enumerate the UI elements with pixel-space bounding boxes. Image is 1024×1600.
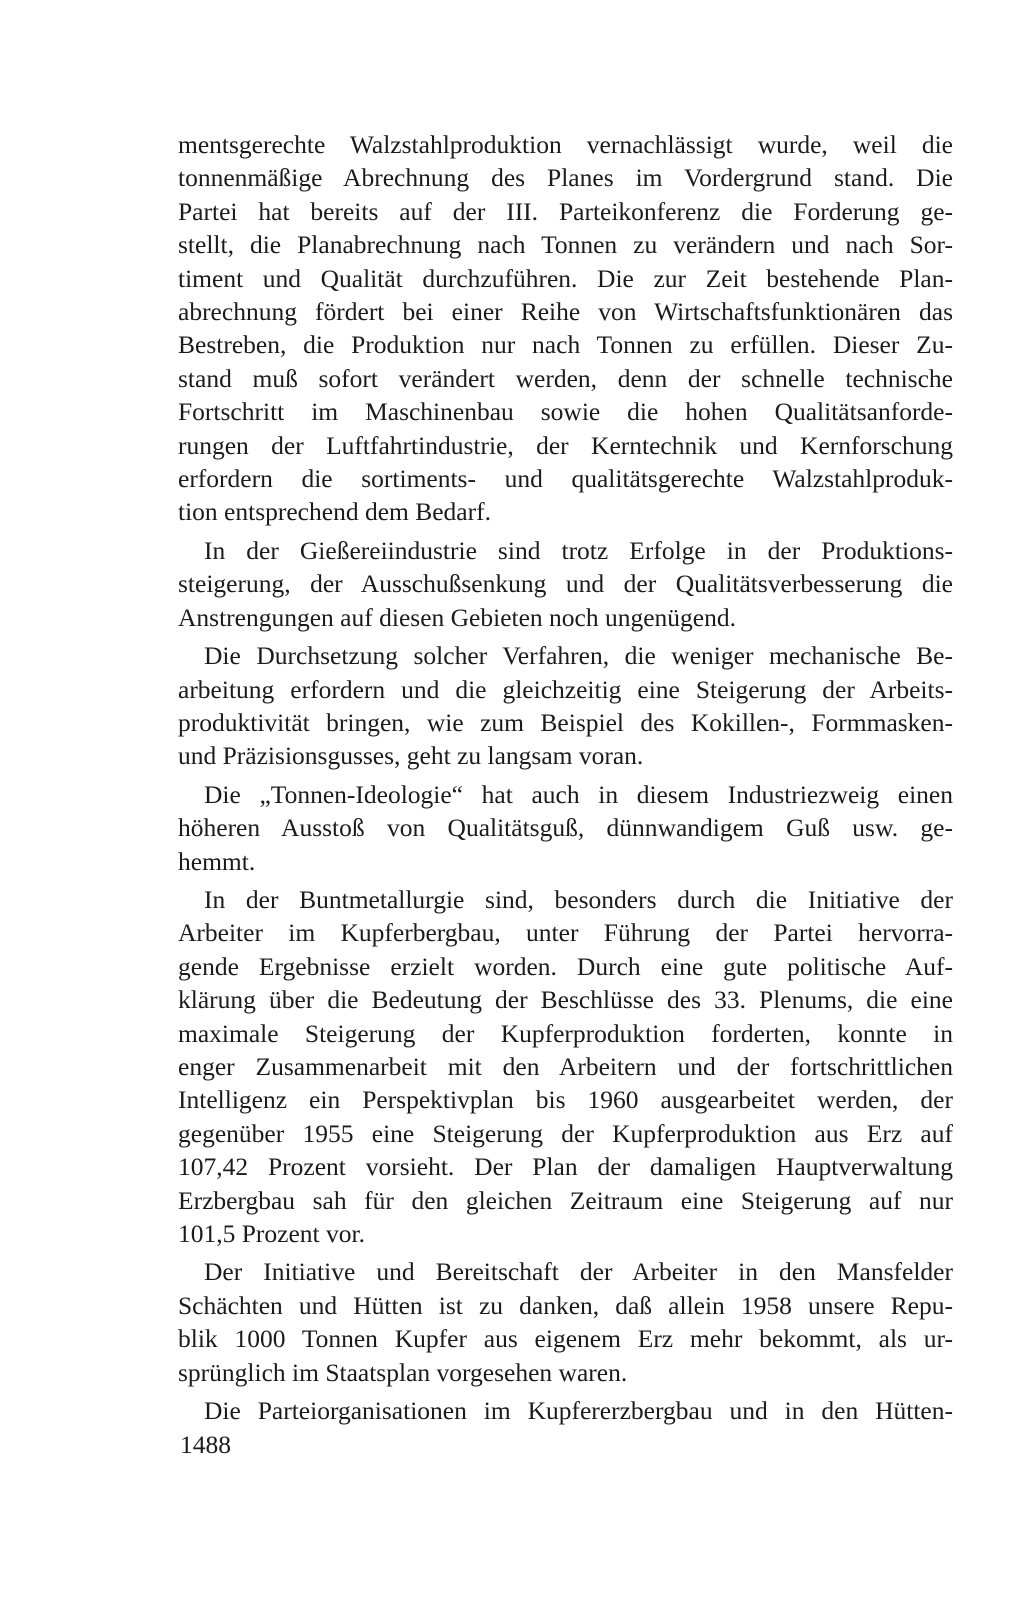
- text-line: erfordern die sortiments- und qualitätsgerechte Walzstahlproduk-: [178, 464, 953, 494]
- text-line: stand muß sofort verändert werden, denn der schnelle technische: [178, 363, 953, 393]
- text-line: Erzbergbau sah für den gleichen Zeitraum eine Steigerung auf nur: [178, 1185, 953, 1215]
- text-line: Fortschritt im Maschinenbau sowie die hohen Qualitätsanforde-: [178, 397, 953, 427]
- paragraph-6: [178, 1255, 953, 1389]
- paragraph-5: [178, 883, 953, 1250]
- text-line: gende Ergebnisse erzielt worden. Durch eine gute politische Auf-: [178, 951, 953, 981]
- text-line: arbeitung erfordern und die gleichzeitig eine Steigerung der Arbeits-: [178, 674, 953, 704]
- page-number: 1488: [180, 1430, 231, 1459]
- text-line: abrechnung fördert bei einer Reihe von Wirtschaftsfunktionären das: [178, 297, 953, 327]
- text-line: klärung über die Bedeutung der Beschlüsse des 33. Plenums, die eine: [178, 985, 953, 1015]
- text-line: 101,5 Prozent vor.: [178, 1219, 365, 1248]
- text-line: Intelligenz ein Perspektivplan bis 1960 ausgearbeitet werden, der: [178, 1085, 953, 1115]
- text-line: maximale Steigerung der Kupferproduktion forderten, konnte in: [178, 1018, 953, 1048]
- text-line: höheren Ausstoß von Qualitätsguß, dünnwandigem Guß usw. ge-: [178, 813, 953, 843]
- text-line: blik 1000 Tonnen Kupfer aus eigenem Erz mehr bekommt, als ur-: [178, 1324, 953, 1354]
- text-line: enger Zusammenarbeit mit den Arbeitern und der fortschrittlichen: [178, 1051, 953, 1081]
- text-line: produktivität bringen, wie zum Beispiel des Kokillen-, Formmasken-: [178, 707, 953, 737]
- text-line: hemmt.: [178, 846, 256, 876]
- text-line: Die Parteiorganisationen im Kupfererzbergbau und in den Hütten-: [204, 1396, 953, 1426]
- text-line: Arbeiter im Kupferbergbau, unter Führung der Partei hervorra-: [178, 918, 953, 948]
- paragraph-7: [178, 1394, 953, 1427]
- text-line: Die „Tonnen-Ideologie“ hat auch in diesem Industriezweig einen: [204, 779, 953, 809]
- text-line: Bestreben, die Produktion nur nach Tonnen zu erfüllen. Dieser Zu-: [178, 330, 953, 360]
- text-line: 107,42 Prozent vorsieht. Der Plan der damaligen Hauptverwaltung: [178, 1152, 953, 1182]
- text-line: und Präzisionsgusses, geht zu langsam voran.: [178, 741, 644, 771]
- paragraph-4: [178, 778, 953, 878]
- text-line: timent und Qualität durchzuführen. Die zur Zeit bestehende Plan-: [178, 263, 953, 293]
- text-line: steigerung, der Ausschußsenkung und der Qualitätsverbesserung die: [178, 569, 953, 599]
- page-body: [178, 128, 953, 1427]
- text-line: Partei hat bereits auf der III. Parteikonferenz die Forderung ge-: [178, 196, 953, 226]
- text-line: stellt, die Planabrechnung nach Tonnen zu verändern und nach Sor-: [178, 230, 953, 260]
- text-line: tonnenmäßige Abrechnung des Planes im Vordergrund stand. Die: [178, 163, 953, 193]
- text-line: tion entsprechend dem Bedarf.: [178, 497, 491, 527]
- text-line: Der Initiative und Bereitschaft der Arbeiter in den Mansfelder: [204, 1257, 953, 1287]
- text-line: Anstrengungen auf diesen Gebieten noch ungenügend.: [178, 602, 736, 632]
- paragraph-3: [178, 639, 953, 773]
- text-line: mentsgerechte Walzstahlproduktion vernachlässigt wurde, weil die: [178, 130, 953, 159]
- paragraph-1: [178, 128, 953, 529]
- text-line: Schächten und Hütten ist zu danken, daß allein 1958 unsere Repu-: [178, 1290, 953, 1320]
- text-line: sprünglich im Staatsplan vorgesehen waren.: [178, 1357, 628, 1387]
- text-line: gegenüber 1955 eine Steigerung der Kupferproduktion aus Erz auf: [178, 1118, 953, 1148]
- text-line: rungen der Luftfahrtindustrie, der Kerntechnik und Kernforschung: [178, 430, 953, 460]
- text-line: In der Gießereiindustrie sind trotz Erfolge in der Produktions-: [204, 535, 953, 565]
- text-line: In der Buntmetallurgie sind, besonders durch die Initiative der: [204, 884, 953, 914]
- paragraph-2: [178, 534, 953, 634]
- text-line: Die Durchsetzung solcher Verfahren, die weniger mechanische Be-: [204, 641, 953, 671]
